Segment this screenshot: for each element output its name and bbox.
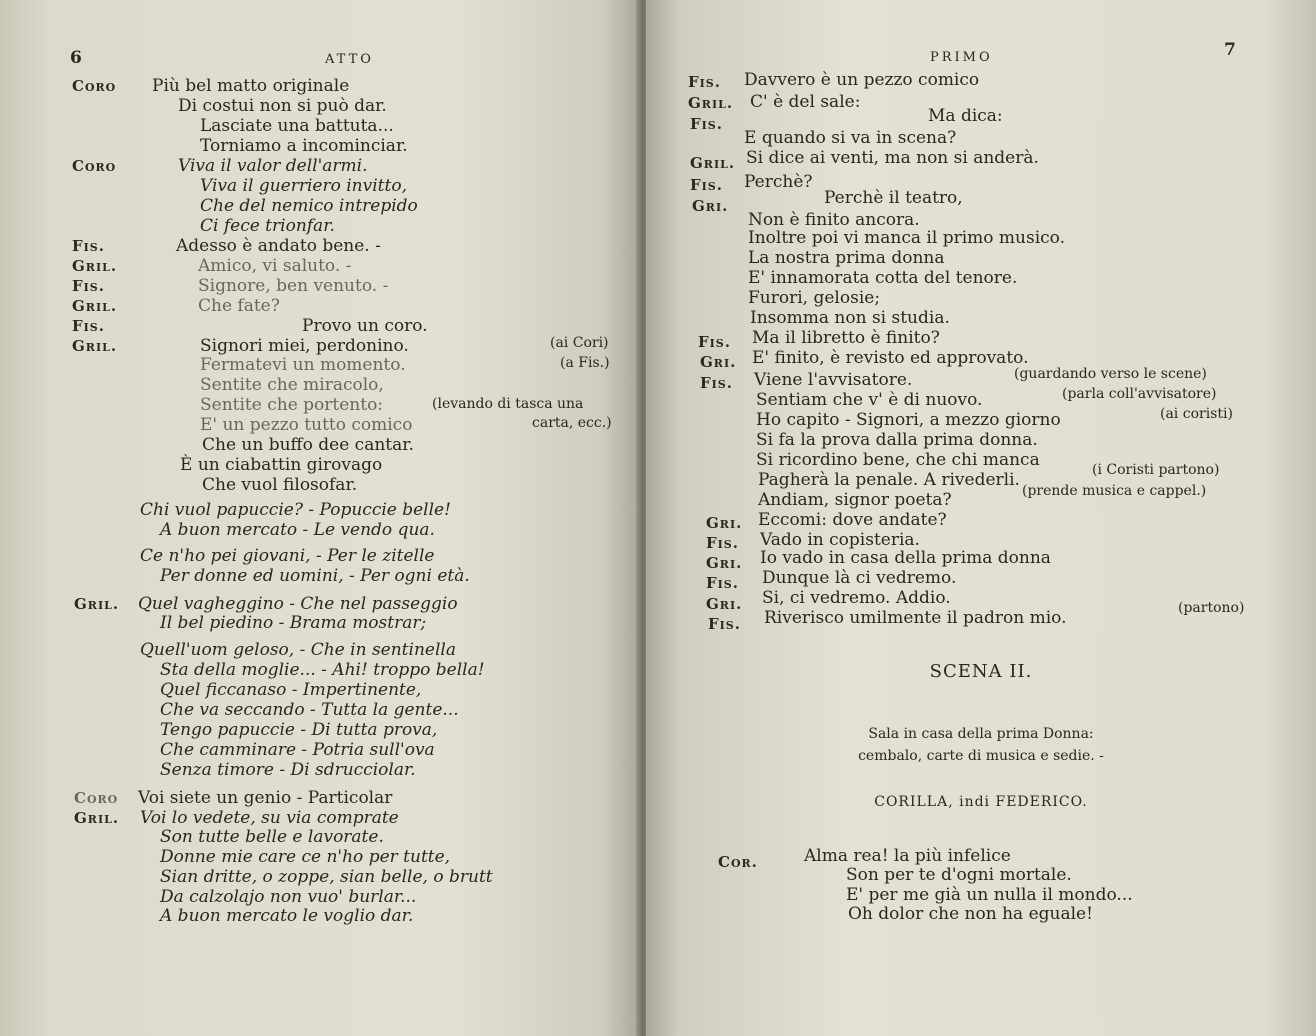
verse-line: E' innamorata cotta del tenore. — [748, 268, 1018, 288]
verse-line: Tengo papuccie - Di tutta prova, — [160, 720, 438, 740]
speaker: Fis. — [72, 317, 105, 335]
verse-line: Sta della moglie... - Ahi! troppo bella! — [160, 660, 485, 680]
verse-line: Son tutte belle e lavorate. — [160, 827, 384, 847]
verse-line: Amico, vi saluto. - — [198, 256, 352, 276]
verse-line: Più bel matto originale — [152, 76, 350, 96]
speaker: Gri. — [706, 595, 743, 613]
speaker: Cor. — [718, 853, 758, 871]
speaker: Fis. — [708, 615, 741, 633]
verse-line: È un ciabattin girovago — [180, 455, 383, 475]
verse-line: Furori, gelosie; — [748, 288, 881, 308]
verse-line: Viva il guerriero invitto, — [200, 176, 407, 196]
speaker: Fis. — [72, 277, 105, 295]
stage-direction: (parla coll'avvisatore) — [1062, 386, 1217, 402]
verse-line: Torniamo a incominciar. — [200, 136, 408, 156]
verse-line: Di costui non si può dar. — [178, 96, 387, 116]
speaker: Coro — [72, 77, 117, 95]
verse-line: Perchè? — [744, 172, 813, 192]
verse-line: Vado in copisteria. — [760, 530, 920, 550]
verse-line: Insomma non si studia. — [750, 308, 950, 328]
speaker: Gri. — [706, 514, 743, 532]
verse-line: Si, ci vedremo. Addio. — [762, 588, 951, 608]
verse-line: Quell'uom geloso, - Che in sentinella — [140, 640, 456, 660]
verse-line: Ci fece trionfar. — [200, 216, 335, 236]
verse-line: Sian dritte, o zoppe, sian belle, o brutt — [160, 867, 493, 887]
verse-line: Riverisco umilmente il padron mio. — [764, 608, 1067, 628]
stage-direction: carta, ecc.) — [532, 415, 612, 431]
speaker: Fis. — [706, 574, 739, 592]
speaker: Gril. — [74, 595, 120, 613]
scene-setting: Sala in casa della prima Donna: — [868, 726, 1094, 742]
speaker: Fis. — [688, 73, 721, 91]
speaker: Fis. — [706, 534, 739, 552]
stage-direction: (guardando verso le scene) — [1014, 366, 1207, 382]
right-page — [646, 0, 1316, 1036]
speaker: Fis. — [690, 115, 723, 133]
verse-line: Che fate? — [198, 296, 280, 316]
speaker: Gri. — [692, 197, 729, 215]
verse-line: Eccomi: dove andate? — [758, 510, 947, 530]
verse-line: Senza timore - Di sdrucciolar. — [160, 760, 416, 780]
speaker: Gril. — [72, 297, 118, 315]
verse-line: Provo un coro. — [302, 316, 428, 336]
left-page — [0, 0, 640, 1036]
verse-line: E' finito, è revisto ed approvato. — [752, 348, 1029, 368]
verse-line: E' per me già un nulla il mondo... — [846, 885, 1133, 905]
scene-title: SCENA II. — [929, 661, 1033, 682]
scene-characters: CORILLA, indi FEDERICO. — [874, 794, 1088, 810]
page-number: 7 — [1224, 40, 1236, 60]
speaker: Gril. — [72, 257, 118, 275]
speaker: Gri. — [706, 554, 743, 572]
speaker: Gril. — [74, 809, 120, 827]
verse-line: Signore, ben venuto. - — [198, 276, 389, 296]
running-head: PRIMO — [930, 50, 993, 65]
verse-line: Dunque là ci vedremo. — [762, 568, 957, 588]
verse-line: Viva il valor dell'armi. — [178, 156, 368, 176]
verse-line: E quando si va in scena? — [744, 128, 957, 148]
stage-direction: (levando di tasca una — [432, 396, 584, 412]
stage-direction: (prende musica e cappel.) — [1022, 483, 1207, 499]
verse-line: Perchè il teatro, — [824, 188, 963, 208]
verse-line: Lasciate una battuta... — [200, 116, 394, 136]
speaker: Fis. — [72, 237, 105, 255]
speaker: Gril. — [690, 154, 736, 172]
speaker: Coro — [74, 789, 119, 807]
verse-line: Pagherà la penale. A rivederli. — [758, 470, 1020, 490]
verse-line: Il bel piedino - Brama mostrar; — [160, 613, 427, 633]
verse-line: Non è finito ancora. — [748, 210, 920, 230]
running-head: ATTO — [325, 52, 374, 67]
page-number: 6 — [70, 48, 82, 68]
verse-line: Si dice ai venti, ma non si anderà. — [746, 148, 1039, 168]
verse-line: Ce n'ho pei giovani, - Per le zitelle — [140, 546, 435, 566]
verse-line: Per donne ed uomini, - Per ogni età. — [160, 566, 470, 586]
verse-line: Da calzolajo non vuo' burlar... — [160, 887, 417, 907]
verse-line: Andiam, signor poeta? — [758, 490, 952, 510]
verse-line: Chi vuol papuccie? - Popuccie belle! — [140, 500, 451, 520]
verse-line: Son per te d'ogni mortale. — [846, 865, 1072, 885]
verse-line: Quel ficcanaso - Impertinente, — [160, 680, 422, 700]
verse-line: Donne mie care ce n'ho per tutte, — [160, 847, 451, 867]
verse-line: Quel vagheggino - Che nel passeggio — [138, 594, 458, 614]
verse-line: Sentite che portento: — [200, 395, 384, 415]
speaker: Fis. — [690, 176, 723, 194]
stage-direction: (partono) — [1178, 600, 1245, 616]
verse-line: Voi siete un genio - Particolar — [138, 788, 393, 808]
speaker: Gril. — [72, 337, 118, 355]
stage-direction: (a Fis.) — [560, 355, 610, 371]
verse-line: Ho capito - Signori, a mezzo giorno — [756, 410, 1061, 430]
verse-line: Voi lo vedete, su via comprate — [140, 808, 399, 828]
verse-line: A buon mercato - Le vendo qua. — [160, 520, 435, 540]
verse-line: Viene l'avvisatore. — [754, 370, 913, 390]
verse-line: Che un buffo dee cantar. — [202, 435, 414, 455]
stage-direction: (ai Cori) — [550, 335, 609, 351]
verse-line: Signori miei, perdonino. — [200, 336, 409, 356]
verse-line: Che va seccando - Tutta la gente... — [160, 700, 459, 720]
verse-line: Fermatevi un momento. — [200, 355, 406, 375]
verse-line: Sentite che miracolo, — [200, 375, 384, 395]
scene-setting: cembalo, carte di musica e sedie. - — [858, 748, 1104, 764]
verse-line: Io vado in casa della prima donna — [760, 548, 1051, 568]
verse-line: Adesso è andato bene. - — [176, 236, 381, 256]
verse-line: Sentiam che v' è di nuovo. — [756, 390, 983, 410]
verse-line: Alma rea! la più infelice — [804, 846, 1011, 866]
verse-line: Ma il libretto è finito? — [752, 328, 940, 348]
verse-line: A buon mercato le voglio dar. — [160, 906, 414, 926]
verse-line: E' un pezzo tutto comico — [200, 415, 413, 435]
verse-line: Si fa la prova dalla prima donna. — [756, 430, 1038, 450]
verse-line: Che vuol filosofar. — [202, 475, 358, 495]
verse-line: Che del nemico intrepido — [200, 196, 418, 216]
verse-line: Davvero è un pezzo comico — [744, 70, 980, 90]
speaker: Fis. — [700, 374, 733, 392]
stage-direction: (i Coristi partono) — [1092, 462, 1220, 478]
speaker: Gri. — [700, 353, 737, 371]
speaker: Coro — [72, 157, 117, 175]
verse-line: Si ricordino bene, che chi manca — [756, 450, 1040, 470]
verse-line: C' è del sale: — [750, 92, 861, 112]
verse-line: Ma dica: — [928, 106, 1003, 126]
verse-line: Oh dolor che non ha eguale! — [848, 904, 1093, 924]
stage-direction: (ai coristi) — [1160, 406, 1233, 422]
verse-line: La nostra prima donna — [748, 248, 945, 268]
speaker: Fis. — [698, 333, 731, 351]
speaker: Gril. — [688, 94, 734, 112]
verse-line: Inoltre poi vi manca il primo musico. — [748, 228, 1065, 248]
verse-line: Che camminare - Potria sull'ova — [160, 740, 435, 760]
